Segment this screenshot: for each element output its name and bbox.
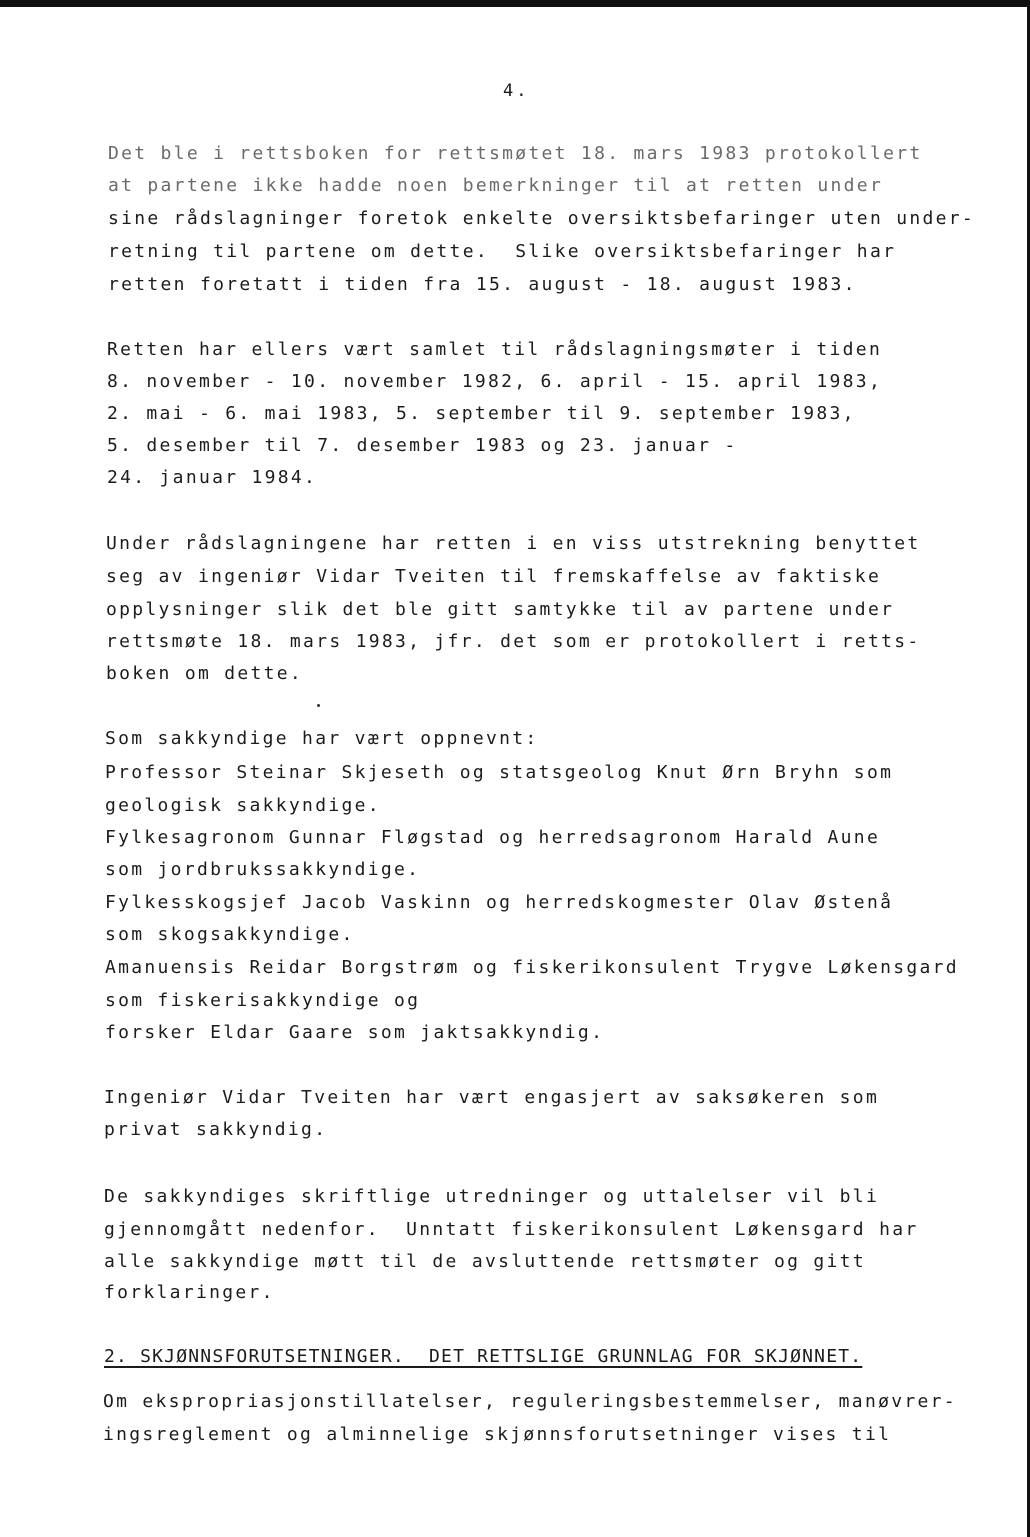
- paragraph-1-line-3: sine rådslagninger foretok enkelte oversiktsbefaringer uten under-: [108, 208, 976, 229]
- paragraph-2-line-1: Retten har ellers vært samlet til rådslagningsmøter i tiden: [107, 339, 883, 360]
- paragraph-4-line-4: Fylkesagronom Gunnar Fløgstad og herredsagronom Harald Aune: [105, 827, 881, 848]
- paragraph-2-line-4: 5. desember til 7. desember 1983 og 23. januar -: [107, 435, 738, 456]
- page-number: 4.: [503, 81, 530, 101]
- paragraph-3-line-1: Under rådslagningene har retten i en viss utstrekning benyttet: [106, 533, 921, 554]
- paragraph-6-line-4: forklaringer.: [104, 1282, 275, 1303]
- paragraph-2-line-5: 24. januar 1984.: [107, 467, 318, 488]
- paragraph-4-line-6: Fylkesskogsjef Jacob Vaskinn og herredskogmester Olav Østenå: [105, 892, 894, 913]
- section-heading: 2. SKJØNNSFORUTSETNINGER. DET RETTSLIGE GRUNNLAG FOR SKJØNNET.: [104, 1346, 863, 1367]
- paragraph-5-line-1: Ingeniør Vidar Tveiten har vært engasjert av saksøkeren som: [104, 1087, 880, 1108]
- paragraph-2-line-3: 2. mai - 6. mai 1983, 5. september til 9. september 1983,: [107, 403, 856, 424]
- paragraph-4-line-10: forsker Eldar Gaare som jaktsakkyndig.: [105, 1022, 605, 1043]
- paragraph-3-line-4: rettsmøte 18. mars 1983, jfr. det som er protokollert i retts-: [106, 631, 921, 652]
- paragraph-1-line-4: retning til partene om dette. Slike oversiktsbefaringer har: [108, 241, 897, 262]
- paragraph-1-line-5: retten foretatt i tiden fra 15. august - 18. august 1983.: [108, 274, 857, 295]
- paragraph-4-line-3: geologisk sakkyndige.: [105, 795, 381, 816]
- paragraph-6-line-1: De sakkyndiges skriftlige utredninger og uttalelser vil bli: [104, 1186, 880, 1207]
- paragraph-4-line-7: som skogsakkyndige.: [105, 924, 355, 945]
- paragraph-4-line-8: Amanuensis Reidar Borgstrøm og fiskerikonsulent Trygve Løkensgard: [105, 957, 959, 978]
- paragraph-4-line-9: som fiskerisakkyndige og: [105, 990, 421, 1011]
- paragraph-4-line-5: som jordbrukssakkyndige.: [105, 859, 421, 880]
- paragraph-1-line-1: Det ble i rettsboken for rettsmøtet 18. mars 1983 protokollert: [108, 143, 923, 164]
- paragraph-2-line-2: 8. november - 10. november 1982, 6. april - 15. april 1983,: [107, 371, 883, 392]
- paragraph-1-line-2: at partene ikke hadde noen bemerkninger til at retten under: [108, 175, 884, 196]
- paragraph-4-line-1: Som sakkyndige har vært oppnevnt:: [105, 728, 539, 749]
- paragraph-6-line-3: alle sakkyndige møtt til de avsluttende rettsmøter og gitt: [104, 1251, 866, 1272]
- paragraph-5-line-2: privat sakkyndig.: [104, 1119, 328, 1140]
- paragraph-3-line-2: seg av ingeniør Vidar Tveiten til fremskaffelse av faktiske: [106, 566, 882, 587]
- paragraph-7-line-2: ingsreglement og alminnelige skjønnsforutsetninger vises til: [103, 1424, 892, 1445]
- stray-mark: [317, 704, 320, 707]
- paragraph-6-line-2: gjennomgått nedenfor. Unntatt fiskerikonsulent Løkensgard har: [104, 1219, 919, 1240]
- paragraph-3-line-5: boken om dette.: [106, 663, 304, 684]
- paragraph-4-line-2: Professor Steinar Skjeseth og statsgeolog Knut Ørn Bryhn som: [105, 762, 894, 783]
- paragraph-7-line-1: Om ekspropriasjonstillatelser, reguleringsbestemmelser, manøvrer-: [103, 1391, 957, 1412]
- paragraph-3-line-3: opplysninger slik det ble gitt samtykke til av partene under: [106, 599, 895, 620]
